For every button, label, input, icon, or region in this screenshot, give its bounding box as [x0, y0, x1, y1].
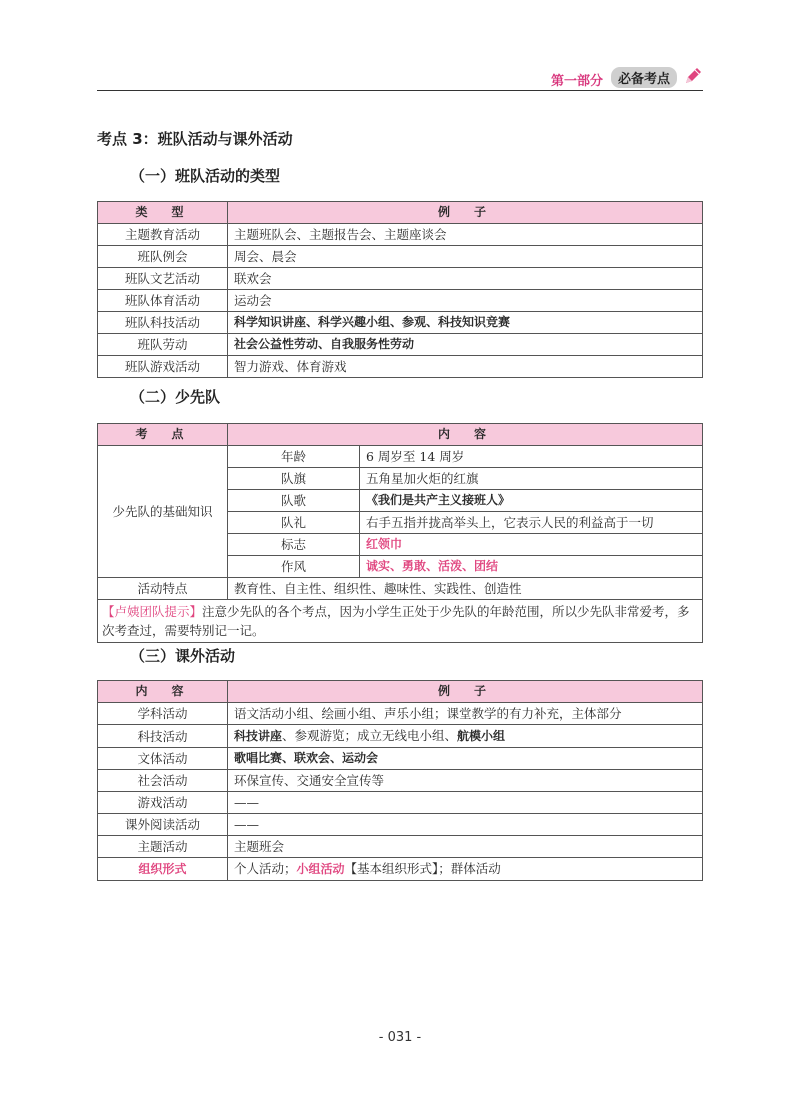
example-highlight: 小组活动: [296, 862, 345, 876]
header-content: 内 容: [228, 424, 703, 446]
table-header-row: [98, 424, 703, 446]
table-row: [98, 246, 703, 268]
tip-text: 注意少先队的各个考点，因为小学生正处于少先队的年龄范围，所以少先队非常爱考，多次考查过，需要特别记一记。: [102, 604, 690, 638]
item-value: 诚实、勇敢、活泼、团结: [360, 556, 703, 578]
row-type: 学科活动: [98, 703, 228, 725]
row-example: 主题班队会、主题报告会、主题座谈会: [228, 224, 703, 246]
feature-label: 活动特点: [98, 578, 228, 600]
page-number: - 031 -: [378, 1030, 422, 1045]
feature-value: 教育性、自主性、组织性、趣味性、实践性、创造性: [228, 578, 703, 600]
item-value: 6 周岁至 14 周岁: [360, 446, 703, 468]
row-type: 游戏活动: [98, 792, 228, 814]
header-tag: 必备考点: [611, 67, 677, 88]
row-example: 联欢会: [228, 268, 703, 290]
table-row: [98, 814, 703, 836]
header-example: 例 子: [228, 681, 703, 703]
item-key: 标志: [228, 534, 360, 556]
row-example: 主题班会: [228, 836, 703, 858]
table-header-row: [98, 681, 703, 703]
row-type: 主题活动: [98, 836, 228, 858]
table-row: [98, 858, 703, 881]
row-type: 班队劳动: [98, 334, 228, 356]
example-bold: 航模小组: [457, 729, 506, 743]
section2-heading: （二）少先队: [130, 388, 221, 406]
basic-knowledge-label: 少先队的基础知识: [98, 446, 228, 578]
tip-row: [98, 600, 703, 643]
pencil-icon: [683, 66, 703, 86]
header-content: 内 容: [98, 681, 228, 703]
row-type: 文体活动: [98, 748, 228, 770]
row-type: 科技活动: [98, 725, 228, 748]
table-row: [98, 703, 703, 725]
row-type: 班队体育活动: [98, 290, 228, 312]
table-row: [98, 578, 703, 600]
item-value: 红领巾: [360, 534, 703, 556]
page-header: [97, 64, 703, 91]
header-example: 例 子: [228, 202, 703, 224]
table-row: [98, 224, 703, 246]
header-part-label: 第一部分: [550, 74, 603, 89]
row-example: 社会公益性劳动、自我服务性劳动: [228, 334, 703, 356]
row-example: 语文活动小组、绘画小组、声乐小组；课堂教学的有力补充，主体部分: [228, 703, 703, 725]
table-row: [98, 748, 703, 770]
item-key: 作风: [228, 556, 360, 578]
header-topic: 考 点: [98, 424, 228, 446]
item-value: 《我们是共产主义接班人》: [360, 490, 703, 512]
item-key: 队旗: [228, 468, 360, 490]
row-example: 周会、晨会: [228, 246, 703, 268]
row-type: 班队文艺活动: [98, 268, 228, 290]
item-key: 队歌: [228, 490, 360, 512]
table-row: [98, 334, 703, 356]
row-example: 运动会: [228, 290, 703, 312]
extracurricular-table: [97, 680, 703, 881]
table-row: [98, 770, 703, 792]
example-plain: 个人活动；: [234, 861, 297, 876]
row-example: 歌唱比赛、联欢会、运动会: [228, 748, 703, 770]
row-type: 社会活动: [98, 770, 228, 792]
example-bold: 科技讲座: [234, 729, 283, 743]
young-pioneers-table: [97, 423, 703, 643]
item-value: 右手五指并拢高举头上，它表示人民的利益高于一切: [360, 512, 703, 534]
row-example: ——: [228, 792, 703, 814]
table-row: [98, 792, 703, 814]
item-value: 五角星加火炬的红旗: [360, 468, 703, 490]
row-example: ——: [228, 814, 703, 836]
row-type: 班队游戏活动: [98, 356, 228, 378]
header-type: 类 型: [98, 202, 228, 224]
item-key: 年龄: [228, 446, 360, 468]
table-row: [98, 290, 703, 312]
page-title: 考点 3：班队活动与课外活动: [97, 130, 293, 148]
table-row: [98, 312, 703, 334]
class-activity-table: [97, 201, 703, 378]
table-row: [98, 268, 703, 290]
example-plain: 【基本组织形式】；群体活动: [344, 861, 501, 876]
example-plain: 、参观游览；成立无线电小组、: [282, 728, 458, 743]
section1-heading: （一）班队活动的类型: [130, 167, 281, 185]
item-key: 队礼: [228, 512, 360, 534]
table-row: [98, 446, 703, 468]
row-type: 课外阅读活动: [98, 814, 228, 836]
row-type: 班队科技活动: [98, 312, 228, 334]
table-header-row: [98, 202, 703, 224]
table-row: [98, 356, 703, 378]
row-example: [228, 858, 703, 881]
row-example: 环保宣传、交通安全宣传等: [228, 770, 703, 792]
tip-label: 【卢姨团队提示】: [102, 604, 203, 619]
row-type: 班队例会: [98, 246, 228, 268]
row-type: 主题教育活动: [98, 224, 228, 246]
row-example: 科学知识讲座、科学兴趣小组、参观、科技知识竞赛: [228, 312, 703, 334]
table-row: [98, 725, 703, 748]
tip-note: [98, 600, 703, 643]
row-example: [228, 725, 703, 748]
row-type: 组织形式: [98, 858, 228, 881]
section3-heading: （三）课外活动: [130, 647, 236, 665]
table-row: [98, 836, 703, 858]
row-example: 智力游戏、体育游戏: [228, 356, 703, 378]
